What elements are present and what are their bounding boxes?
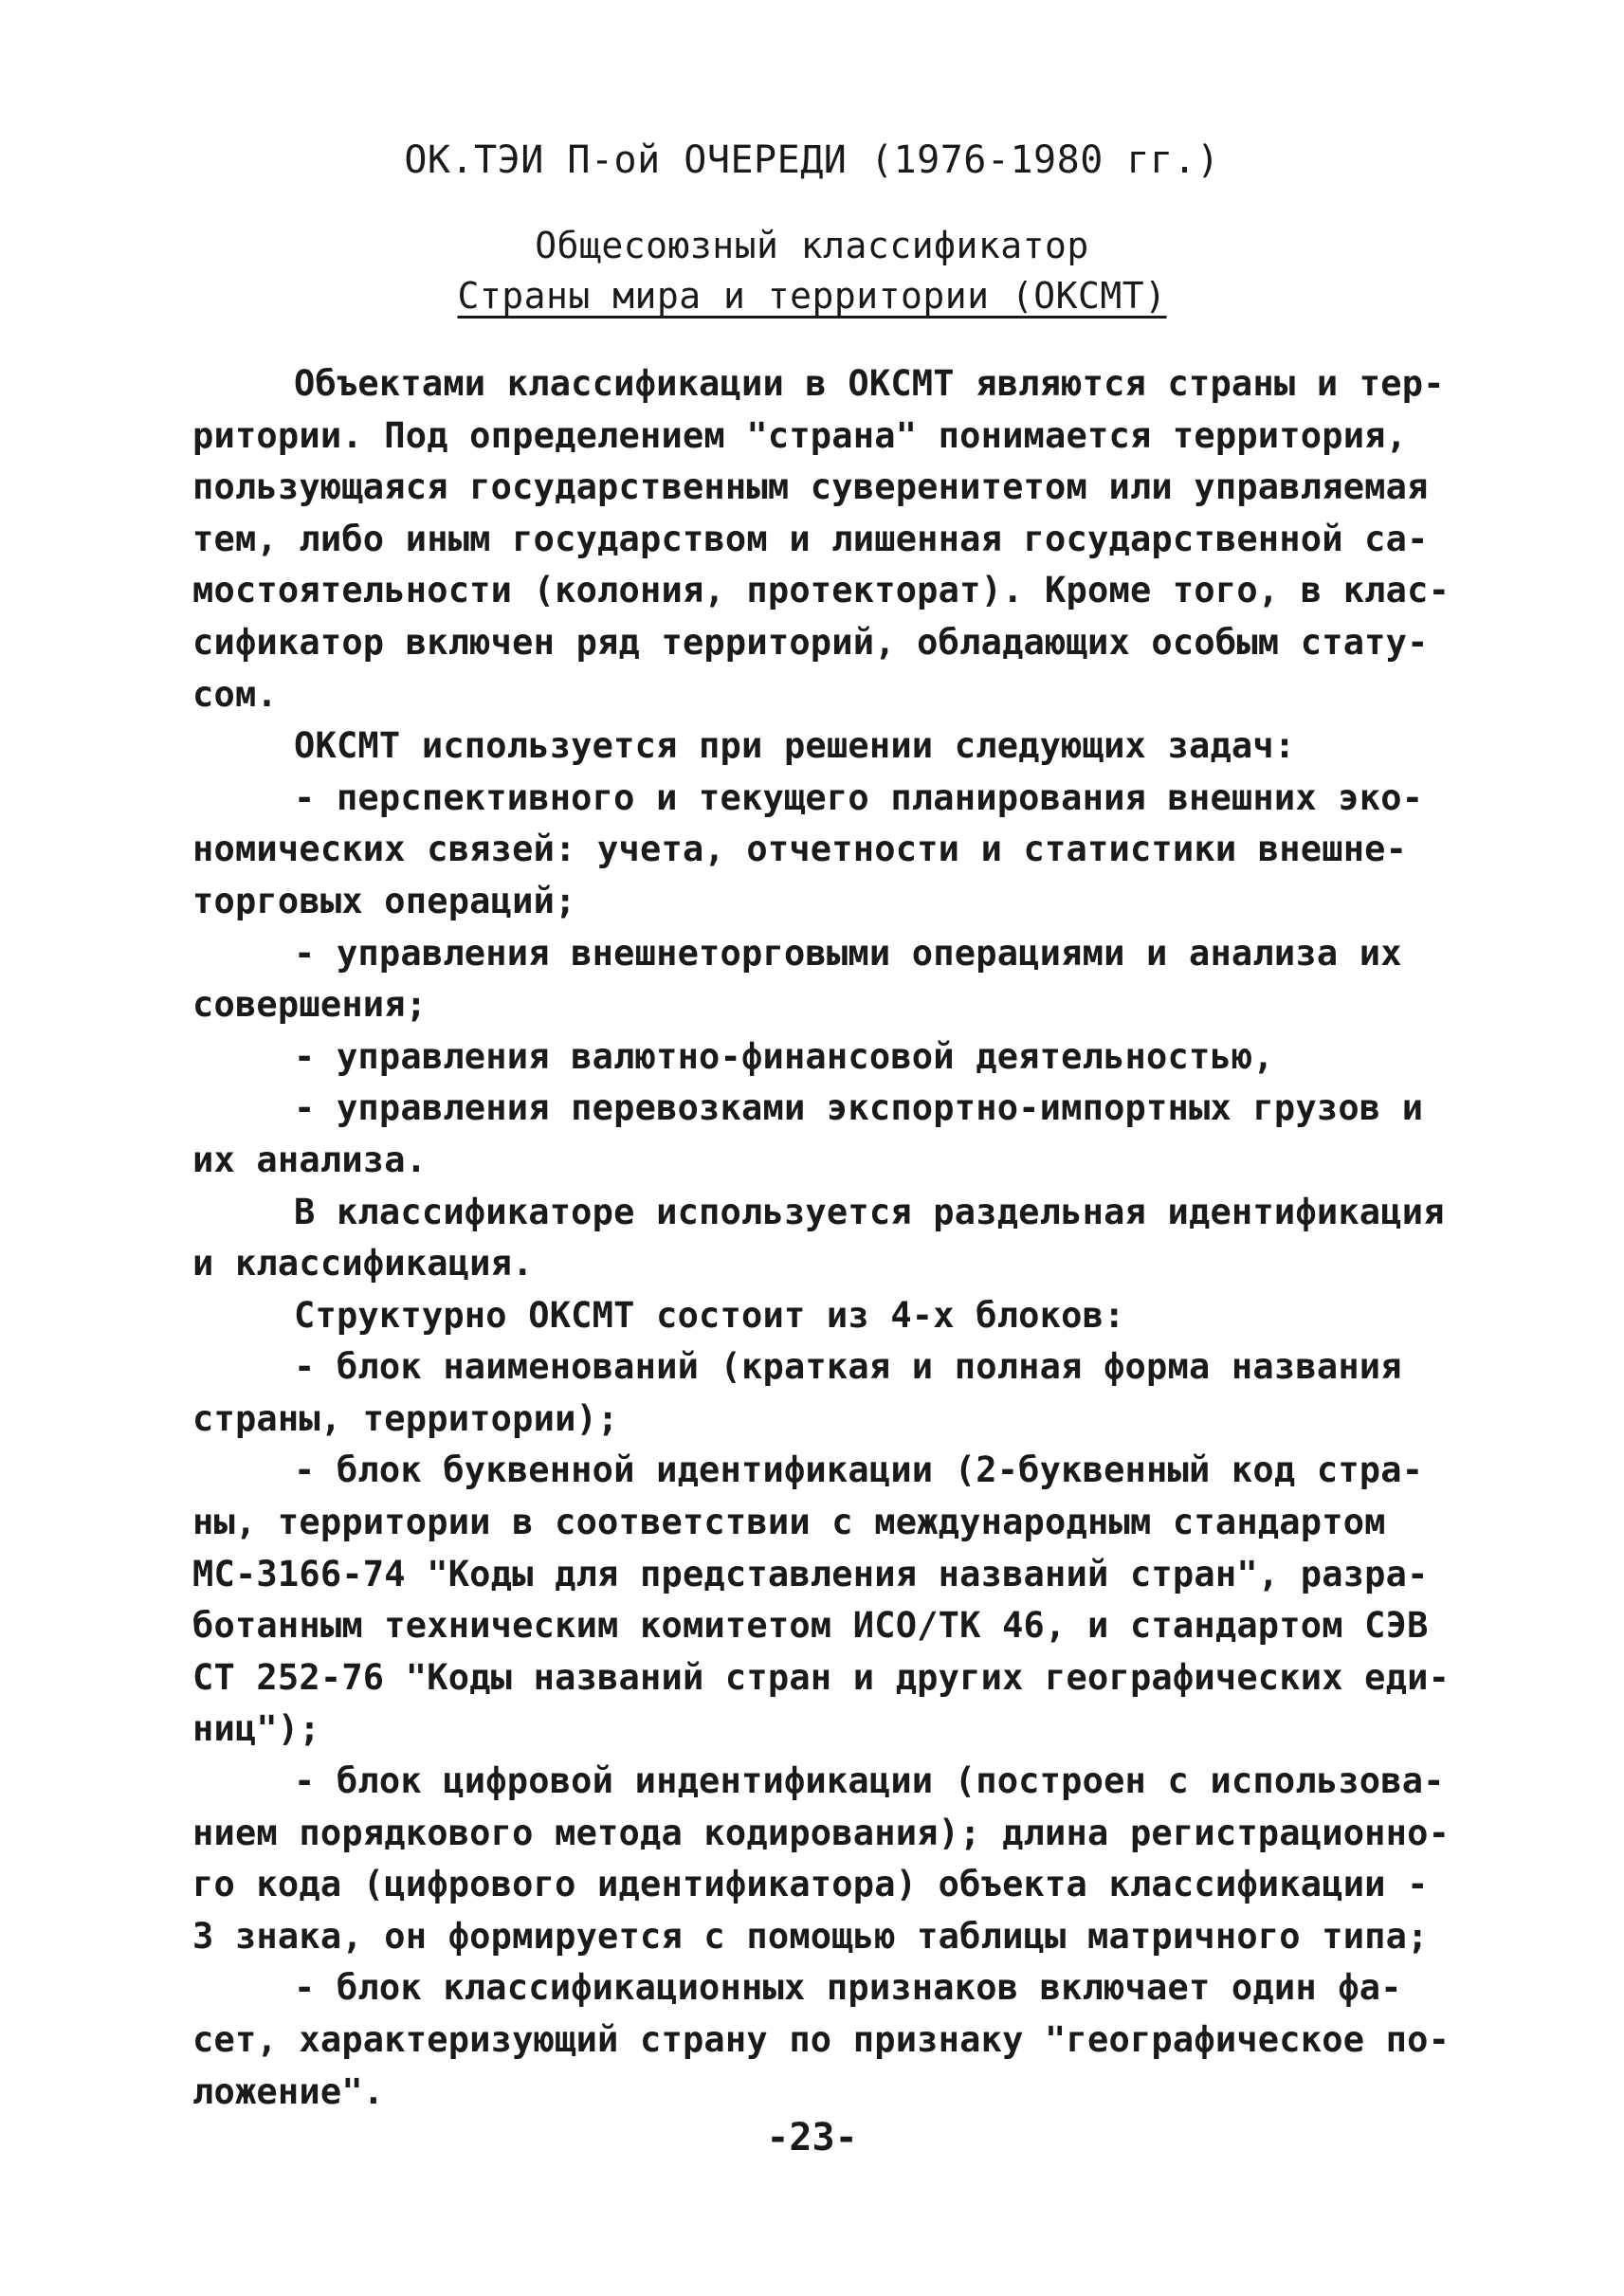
document-subtitle: Общесоюзный классификатор (535, 225, 1089, 266)
body-line: ритории. Под определением "страна" понимается территория, (192, 414, 1408, 456)
classifier-name (0, 270, 1624, 321)
body-line: - блок классификационных признаков включает один фа- (209, 1967, 1402, 2009)
body-line: СТ 252-76 "Коды названий стран и других географических еди- (192, 1656, 1451, 1698)
body-line: - управления валютно-финансовой деятельностью, (209, 1035, 1274, 1077)
body-line: мостоятельности (колония, протекторат). Кроме того, в клас- (192, 570, 1451, 611)
body-line: ботанным техническим комитетом ИСО/ТК 46, и стандартом СЭВ (192, 1605, 1429, 1647)
body-line: - блок цифровой индентификации (построен с использова- (209, 1760, 1445, 1802)
body-line: В классификаторе используется раздельная идентификация (209, 1191, 1445, 1232)
body-line: ОКСМТ используется при решении следующих задач: (209, 725, 1296, 767)
body-line: пользующаяся государственным суверенитетом или управляемая (192, 466, 1429, 508)
body-line: тем, либо иным государством и лишенная государственной са- (192, 518, 1429, 559)
body-line: номических связей: учета, отчетности и статистики внешне- (192, 829, 1408, 870)
body-text (192, 358, 1451, 2118)
body-line: - блок наименований (краткая и полная форма названия (209, 1346, 1402, 1388)
body-line: МС-3166-74 "Коды для представления названий стран", разра- (192, 1553, 1429, 1594)
body-line: 3 знака, он формируется с помощью таблицы матричного типа; (192, 1915, 1429, 1957)
body-line: - блок буквенной идентификации (2-буквенный код стра- (209, 1449, 1424, 1491)
body-line: сификатор включен ряд территорий, обладающих особым стату- (192, 621, 1429, 663)
body-line: нием порядкового метода кодирования); длина регистрационно- (192, 1812, 1451, 1853)
document-title: ОК.ТЭИ П-ой ОЧЕРЕДИ (1976-1980 гг.) (404, 138, 1220, 182)
body-line: ложение". (192, 2070, 385, 2112)
body-line: сом. (192, 673, 278, 715)
body-line: - управления перевозками экспортно-импортных грузов и (209, 1087, 1424, 1129)
page-number: -23- (766, 2116, 858, 2159)
body-line: страны, территории); (192, 1397, 619, 1439)
body-line: Объектами классификации в ОКСМТ являются страны и тер- (209, 363, 1445, 404)
body-line: ны, территории в соответствии с международным стандартом (192, 1502, 1386, 1543)
body-line: - управления внешнеторговыми операциями и анализа их (209, 932, 1402, 974)
body-line: Структурно ОКСМТ состоит из 4-х блоков: (209, 1294, 1125, 1336)
classifier-name-text: Страны мира и территории (ОКСМТ) (457, 275, 1167, 317)
body-line: их анализа. (192, 1139, 428, 1180)
body-line: ниц"); (192, 1708, 320, 1750)
body-line: совершения; (192, 984, 428, 1026)
body-line: - перспективного и текущего планирования внешних эко- (209, 776, 1424, 818)
body-line: сет, характеризующий страну по признаку "географическое по- (192, 2019, 1451, 2060)
body-line: торговых операций; (192, 880, 576, 921)
body-line: го кода (цифрового идентификатора) объекта классификации - (192, 1864, 1429, 1905)
body-line: и классификация. (192, 1243, 534, 1285)
